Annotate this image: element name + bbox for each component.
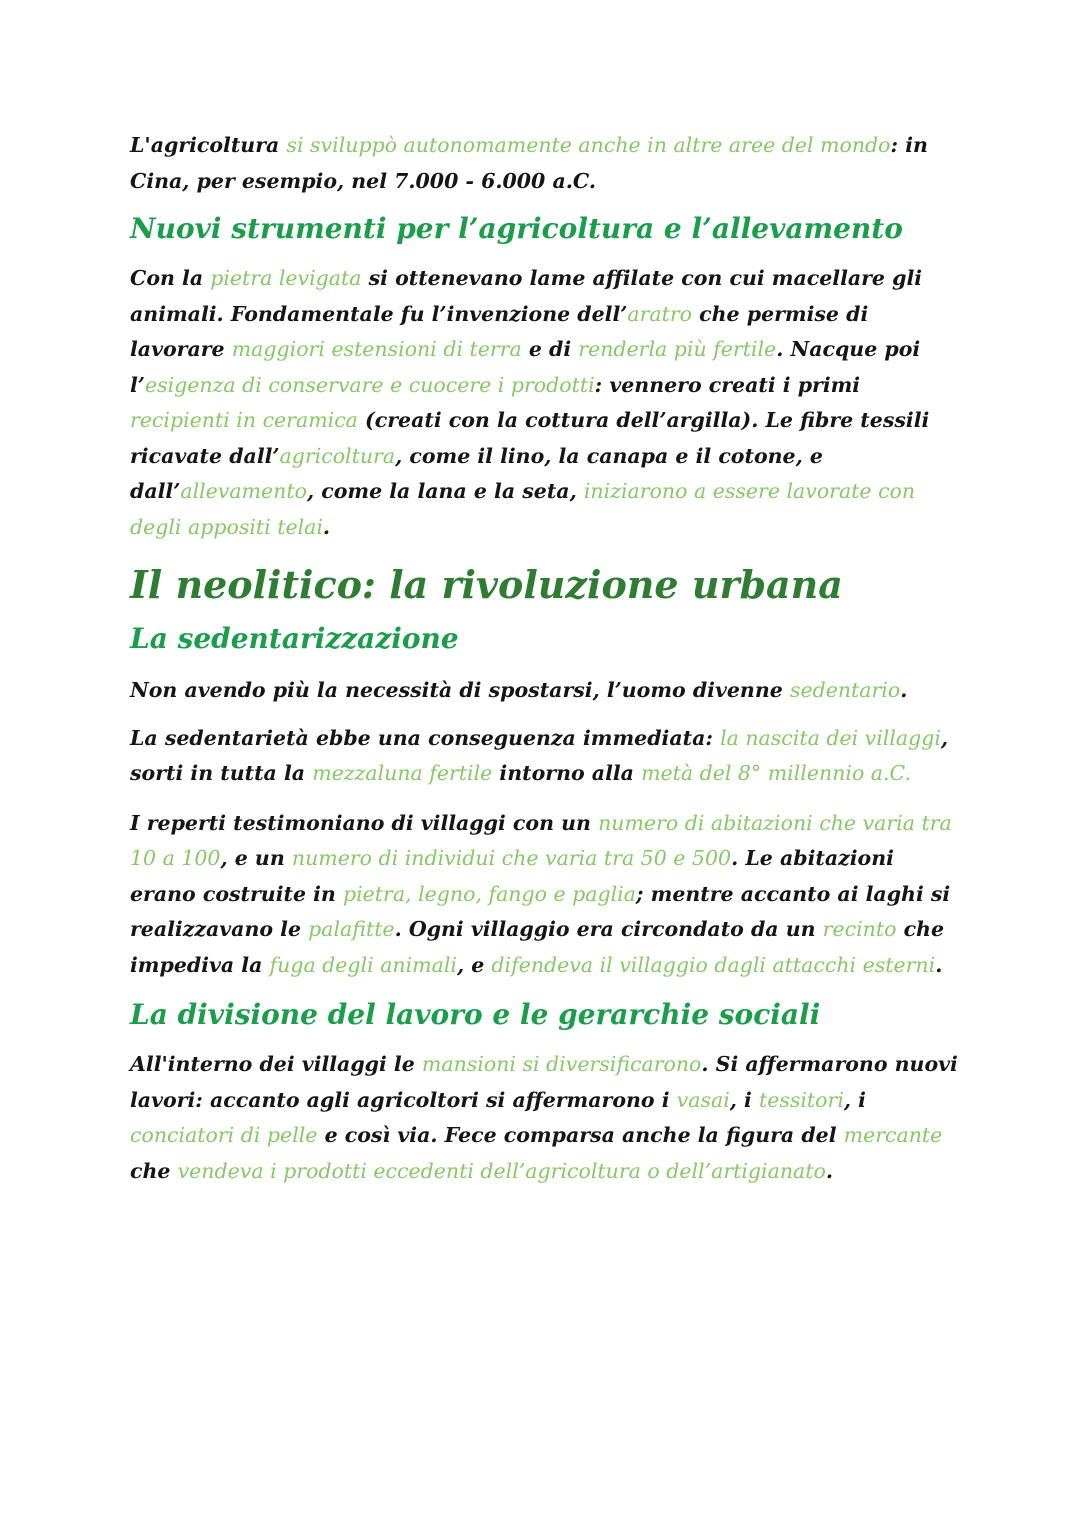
- highlight-text: palafitte: [308, 917, 395, 941]
- highlight-text: recinto: [822, 917, 897, 941]
- highlight-text: tessitori: [758, 1087, 844, 1112]
- body-text: ; mentre accanto ai laghi si realizzavano le: [130, 881, 951, 941]
- highlight-text: pietra, legno, fango e paglia: [342, 881, 636, 906]
- highlight-text: la nascita dei villaggi: [720, 725, 941, 750]
- paragraph-reperti: [130, 806, 960, 984]
- body-text: (creati con la cottura dell’argilla). Le fibre tessili ricavate dall’: [130, 408, 930, 468]
- body-text: .: [935, 952, 943, 977]
- highlight-text: metà del 8° millennio a.C.: [641, 761, 912, 785]
- highlight-text: allevamento: [180, 479, 307, 503]
- paragraph-lavoro: [130, 1047, 960, 1189]
- body-text: . Si affermarono nuovi lavori: accanto agli agricoltori si affermarono i: [130, 1052, 958, 1112]
- paragraph-strumenti: [130, 261, 960, 545]
- body-text: che: [130, 1158, 178, 1183]
- page-title: Il neolitico: la rivoluzione urbana: [130, 562, 843, 607]
- highlight-text: numero di individui che varia tra 50 e 500: [291, 846, 732, 870]
- body-text: , sorti in tutta la: [130, 725, 949, 785]
- highlight-text: difendeva il villaggio dagli attacchi esterni: [491, 952, 936, 977]
- body-text: .: [900, 678, 908, 702]
- paragraph-villaggi: [130, 721, 960, 792]
- highlight-text: renderla più fertile: [578, 337, 777, 361]
- highlight-text: numero di abitazioni che varia tra 10 a 100: [130, 810, 952, 870]
- body-text: Con la: [130, 266, 211, 290]
- body-text: , e un: [220, 846, 292, 870]
- body-text: . Le abitazioni erano costruite in: [130, 846, 894, 906]
- highlight-text: mercante: [843, 1123, 943, 1147]
- body-text: , i: [729, 1087, 759, 1112]
- body-text: L'agricoltura: [130, 133, 287, 157]
- body-text: Non avendo più la necessità di spostarsi, l’uomo divenne: [130, 678, 790, 702]
- body-text: .: [825, 1158, 833, 1183]
- body-text: si ottenevano lame affilate con cui macellare gli animali. Fondamentale fu l’invenzione dell’: [130, 266, 923, 326]
- body-text: , i: [843, 1087, 866, 1112]
- body-text: che permise di lavorare: [130, 301, 869, 361]
- highlight-text: pietra levigata: [210, 266, 362, 290]
- highlight-text: si sviluppò autonomamente anche in altre aree del mondo: [286, 133, 891, 157]
- highlight-text: maggiori estensioni di terra: [231, 337, 522, 361]
- body-text: : in Cina, per esempio, nel 7.000 - 6.000 a.C.: [130, 133, 928, 193]
- paragraph-intro: [130, 128, 960, 199]
- body-text: : vennero creati i primi: [594, 372, 861, 397]
- body-text: . Nacque poi l’: [130, 337, 921, 397]
- highlight-text: aratro: [627, 301, 693, 326]
- body-text: .: [322, 514, 331, 539]
- highlight-text: mezzaluna fertile: [312, 761, 493, 785]
- highlight-text: vendeva i prodotti eccedenti dell’agricoltura o dell’artigianato: [177, 1158, 826, 1183]
- body-text: All'interno dei villaggi le: [130, 1052, 422, 1076]
- highlight-text: mansioni si diversificarono: [421, 1052, 702, 1076]
- body-text: , come la lana e la seta,: [306, 479, 584, 503]
- body-text: , come il lino, la canapa e il cotone, e dall’: [130, 443, 823, 503]
- highlight-text: iniziarono a essere lavorate con degli appositi telai: [130, 479, 916, 539]
- body-text: . Ogni villaggio era circondato da un: [394, 917, 823, 941]
- body-text: e così via. Fece comparsa anche la figura del: [317, 1123, 844, 1147]
- document-page: [130, 128, 960, 1189]
- body-text: intorno alla: [492, 761, 642, 785]
- highlight-text: recipienti in ceramica: [130, 408, 358, 432]
- highlight-text: sedentario: [789, 678, 901, 702]
- body-text: e di: [521, 337, 579, 361]
- heading-nuovi-strumenti: Nuovi strumenti per l’agricoltura e l’allevamento: [130, 212, 903, 245]
- highlight-text: fuga degli animali: [269, 952, 457, 977]
- body-text: , e: [456, 952, 492, 977]
- body-text: I reperti testimoniano di villaggi con un: [130, 810, 599, 835]
- body-text: che impediva la: [130, 917, 945, 977]
- highlight-text: esigenza di conservare e cuocere i prodotti: [144, 372, 595, 397]
- heading-divisione-lavoro: La divisione del lavoro e le gerarchie sociali: [130, 998, 821, 1031]
- heading-sedentarizzazione: La sedentarizzazione: [130, 622, 459, 655]
- highlight-text: agricoltura: [279, 443, 396, 468]
- highlight-text: vasai: [676, 1087, 730, 1112]
- body-text: La sedentarietà ebbe una conseguenza immediata:: [130, 725, 721, 750]
- paragraph-sedentario: [130, 673, 960, 709]
- highlight-text: conciatori di pelle: [130, 1123, 318, 1147]
